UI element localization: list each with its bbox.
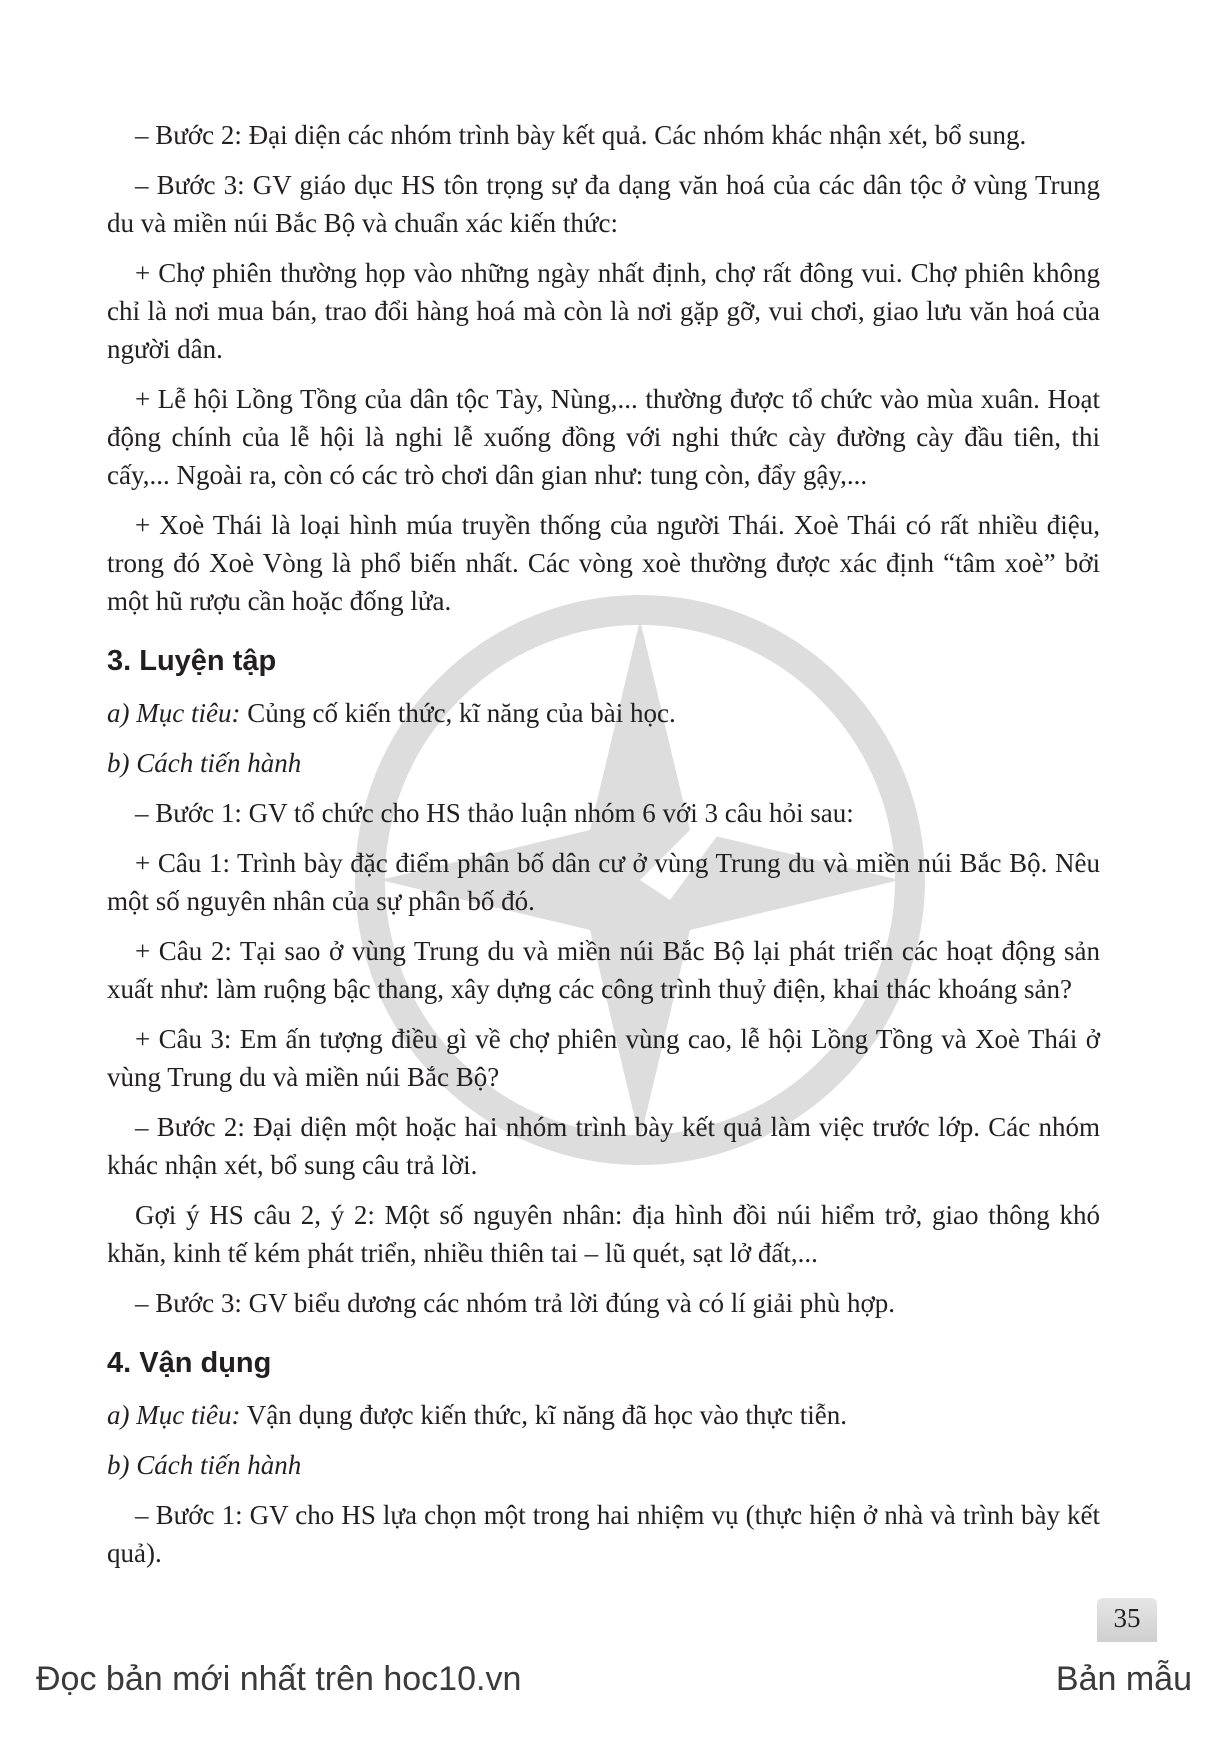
goal-text: Vận dụng được kiến thức, kĩ năng đã học vào thực tiễn. — [240, 1400, 847, 1430]
paragraph: – Bước 1: GV tổ chức cho HS thảo luận nhóm 6 với 3 câu hỏi sau: — [135, 798, 854, 828]
goal-label: a) Mục tiêu: — [107, 1400, 241, 1430]
page-number: 35 — [1113, 1603, 1141, 1633]
paragraph: + Lễ hội Lồng Tồng của dân tộc Tày, Nùng,... thường được tổ chức vào mùa xuân. Hoạt động chính của lễ hội là nghi lễ xuống đồng với nghi thức cày đường cày đầu tiên, thi cấy,... Ngoài ra, còn có các trò chơi dân gian như: tung còn, đẩy gậy,... — [107, 384, 1100, 490]
goal-line — [107, 694, 1100, 732]
paragraph: – Bước 2: Đại diện một hoặc hai nhóm trình bày kết quả làm việc trước lớp. Các nhóm khác nhận xét, bổ sung câu trả lời. — [107, 1112, 1100, 1180]
paragraph: – Bước 2: Đại diện các nhóm trình bày kết quả. Các nhóm khác nhận xét, bổ sung. — [135, 120, 1027, 150]
footer-link-text: Đọc bản mới nhất trên hoc10.vn — [36, 1660, 522, 1698]
footer-sample-label: Bản mẫu — [1055, 1660, 1192, 1698]
section-heading-application: 4. Vận dụng — [107, 1347, 272, 1379]
paragraph: + Câu 1: Trình bày đặc điểm phân bố dân cư ở vùng Trung du và miền núi Bắc Bộ. Nêu một số nguyên nhân của sự phân bố đó. — [107, 848, 1100, 916]
method-label: b) Cách tiến hành — [107, 748, 302, 778]
paragraph: – Bước 3: GV giáo dục HS tôn trọng sự đa dạng văn hoá của các dân tộc ở vùng Trung du và miền núi Bắc Bộ và chuẩn xác kiến thức: — [107, 170, 1100, 238]
document-body — [107, 116, 1100, 1584]
paragraph: + Xoè Thái là loại hình múa truyền thống của người Thái. Xoè Thái có rất nhiều điệu, trong đó Xoè Vòng là phổ biến nhất. Các vòng xoè thường được xác định “tâm xoè” bởi một hũ rượu cần hoặc đống lửa. — [107, 510, 1100, 616]
paragraph: + Chợ phiên thường họp vào những ngày nhất định, chợ rất đông vui. Chợ phiên không chỉ là nơi mua bán, trao đổi hàng hoá mà còn là nơi gặp gỡ, vui chơi, giao lưu văn hoá của người dân. — [107, 258, 1100, 364]
goal-text: Củng cố kiến thức, kĩ năng của bài học. — [240, 698, 676, 728]
method-label: b) Cách tiến hành — [107, 1450, 302, 1480]
goal-line — [107, 1396, 1100, 1434]
paragraph: – Bước 3: GV biểu dương các nhóm trả lời đúng và có lí giải phù hợp. — [135, 1288, 896, 1318]
paragraph: – Bước 1: GV cho HS lựa chọn một trong hai nhiệm vụ (thực hiện ở nhà và trình bày kết quả). — [107, 1500, 1100, 1568]
paragraph: Gợi ý HS câu 2, ý 2: Một số nguyên nhân: địa hình đồi núi hiểm trở, giao thông khó khăn, kinh tế kém phát triển, nhiều thiên tai – lũ quét, sạt lở đất,... — [107, 1200, 1100, 1268]
section-heading-practice: 3. Luyện tập — [107, 645, 277, 677]
paragraph: + Câu 2: Tại sao ở vùng Trung du và miền núi Bắc Bộ lại phát triển các hoạt động sản xuất như: làm ruộng bậc thang, xây dựng các công trình thuỷ điện, khai thác khoáng sản? — [107, 936, 1100, 1004]
goal-label: a) Mục tiêu: — [107, 698, 241, 728]
paragraph: + Câu 3: Em ấn tượng điều gì về chợ phiên vùng cao, lễ hội Lồng Tồng và Xoè Thái ở vùng Trung du và miền núi Bắc Bộ? — [107, 1024, 1100, 1092]
